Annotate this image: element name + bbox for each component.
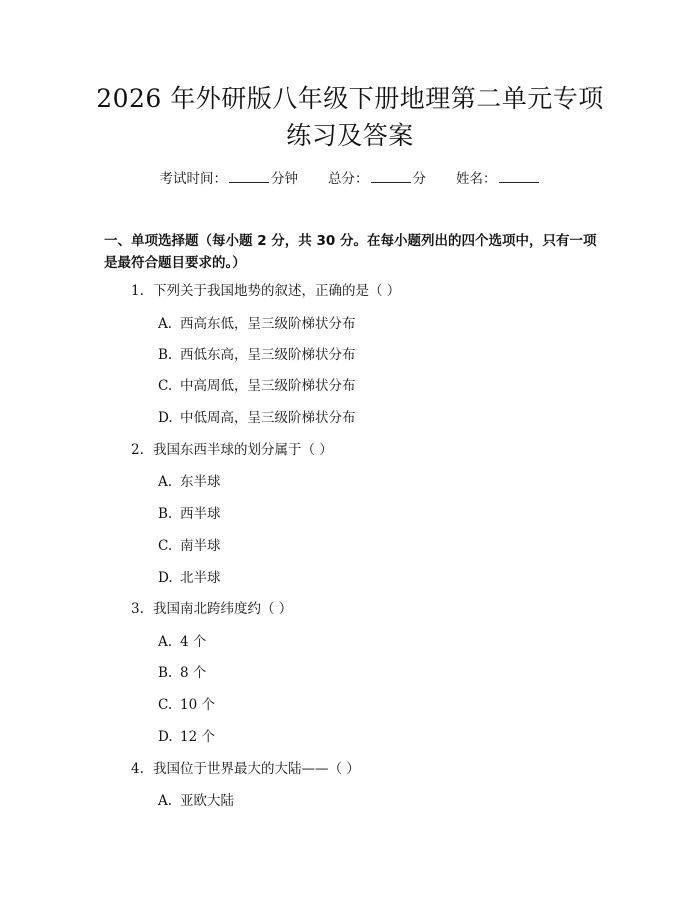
- option-letter: A.: [158, 634, 173, 650]
- option-text: 10 个: [180, 697, 215, 713]
- question-text: 下列关于我国地势的叙述，正确的是（ ）: [153, 283, 401, 299]
- exam-time-blank: [229, 168, 269, 183]
- option-letter: B.: [158, 347, 173, 363]
- question-4: [131, 759, 360, 779]
- question-2-option-a: [158, 472, 221, 492]
- section-heading: [104, 230, 604, 274]
- option-text: 4 个: [180, 634, 207, 650]
- question-3: [131, 599, 292, 619]
- document-title-line-1: 2026 年外研版八年级下册地理第二单元专项: [96, 84, 604, 113]
- question-text: 我国南北跨纬度约（ ）: [153, 601, 293, 617]
- question-1: [131, 281, 400, 301]
- question-1-option-b: [158, 345, 356, 365]
- option-text: 中高周低，呈三级阶梯状分布: [180, 378, 356, 394]
- question-2-option-c: [158, 536, 221, 556]
- student-name-blank: [499, 168, 539, 183]
- student-name-label: 姓名：: [456, 171, 497, 187]
- question-text: 我国位于世界最大的大陆——（ ）: [153, 761, 360, 777]
- option-text: 西半球: [180, 506, 221, 522]
- option-letter: A.: [158, 474, 173, 490]
- question-number: 2.: [131, 442, 144, 458]
- option-letter: C.: [158, 538, 173, 554]
- option-text: 南半球: [180, 538, 221, 554]
- option-text: 8 个: [180, 665, 207, 681]
- student-name-field: [456, 168, 541, 189]
- total-score-field: [328, 168, 426, 189]
- question-2-option-b: [158, 504, 221, 524]
- option-letter: A.: [158, 316, 173, 332]
- total-score-blank: [371, 168, 411, 183]
- document-title-line-2: 练习及答案: [286, 121, 414, 150]
- question-3-option-b: [158, 663, 206, 683]
- section-heading-line-1: 一、单项选择题（每小题 2 分，共 30 分。在每小题列出的四个选项中，只有一项: [104, 233, 597, 249]
- option-letter: A.: [158, 793, 173, 809]
- option-text: 亚欧大陆: [180, 793, 234, 809]
- question-4-option-a: [158, 791, 234, 811]
- question-number: 4.: [131, 761, 144, 777]
- question-text: 我国东西半球的划分属于（ ）: [153, 442, 333, 458]
- option-letter: D.: [158, 410, 173, 426]
- question-3-option-d: [158, 727, 215, 747]
- option-text: 东半球: [180, 474, 221, 490]
- exam-time-field: [160, 168, 299, 189]
- question-1-option-d: [158, 408, 356, 428]
- exam-time-label: 考试时间：: [159, 171, 227, 187]
- option-letter: D.: [158, 570, 173, 586]
- option-letter: D.: [158, 729, 173, 745]
- option-text: 北半球: [180, 570, 221, 586]
- option-letter: C.: [158, 378, 173, 394]
- total-score-label: 总分：: [328, 171, 369, 187]
- question-number: 1.: [131, 283, 144, 299]
- exam-meta-line: [0, 168, 700, 189]
- question-2-option-d: [158, 568, 221, 588]
- option-letter: B.: [158, 506, 173, 522]
- question-number: 3.: [131, 601, 144, 617]
- option-letter: C.: [158, 697, 173, 713]
- option-text: 中低周高，呈三级阶梯状分布: [180, 410, 356, 426]
- option-text: 西高东低，呈三级阶梯状分布: [180, 316, 356, 332]
- total-score-unit: 分: [412, 171, 426, 187]
- question-3-option-a: [158, 632, 206, 652]
- option-text: 12 个: [180, 729, 215, 745]
- question-1-option-a: [158, 314, 356, 334]
- exam-time-unit: 分钟: [271, 171, 298, 187]
- option-letter: B.: [158, 665, 173, 681]
- question-2: [131, 440, 333, 460]
- section-heading-line-2: 是最符合题目要求的。）: [104, 255, 246, 271]
- question-3-option-c: [158, 695, 215, 715]
- option-text: 西低东高，呈三级阶梯状分布: [180, 347, 356, 363]
- question-1-option-c: [158, 376, 356, 396]
